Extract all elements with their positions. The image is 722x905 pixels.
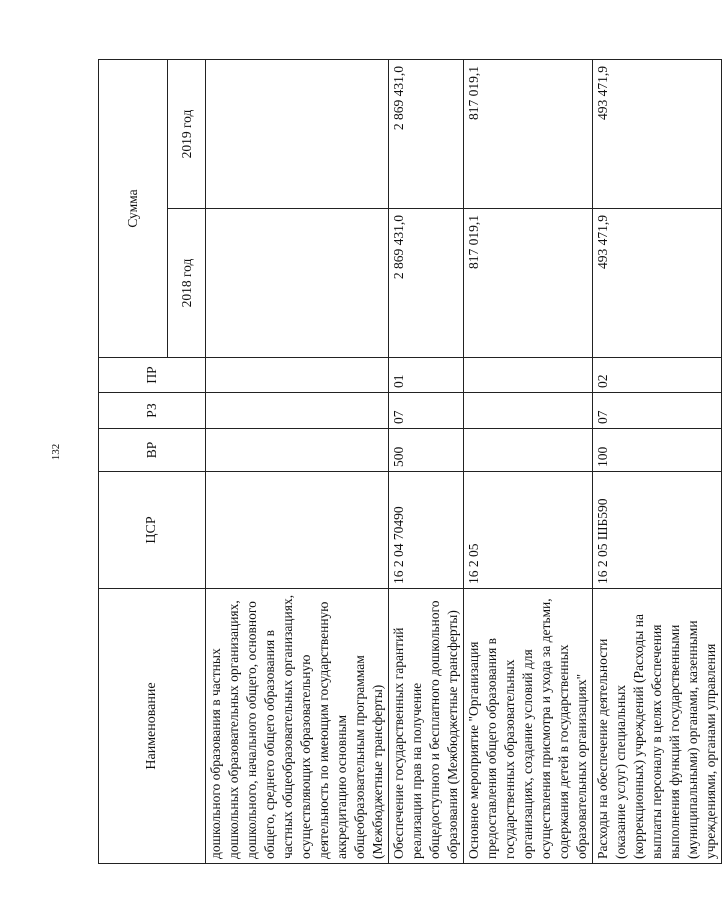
row-sum-2018: 2 869 431,0: [389, 209, 464, 358]
row-name: Основное мероприятие "Организация предоставления общего образования в государственных образовательных организациях, создание условий для осуществления присмотра и ухода за детьми, содержания детей в государственных образовательных организациях": [464, 589, 593, 864]
header-csr: ЦСР: [99, 472, 206, 589]
header-sum: Сумма: [99, 59, 168, 357]
table-row: [389, 59, 464, 863]
row-rz: [464, 393, 593, 429]
budget-table-area: [98, 60, 718, 864]
row-name: Расходы на обеспечение деятельности (оказание услуг) специальных (коррекционных) учреждений (Расходы на выплаты персоналу в целях обеспечения выполнения функций государственными (муниципальными) органами, казенными учреждениями, органами управления: [593, 589, 722, 864]
row-sum-2019: [206, 59, 389, 208]
row-sum-2018: 817 019,1: [464, 209, 593, 358]
row-pr: 02: [593, 358, 722, 393]
header-vr: ВР: [99, 429, 206, 472]
table-row: [593, 59, 722, 863]
row-sum-2018: [206, 209, 389, 358]
row-csr: 16 2 04 70490: [389, 472, 464, 589]
row-pr: 01: [389, 358, 464, 393]
header-pr: ПР: [99, 358, 206, 393]
table-row: [464, 59, 593, 863]
row-rz: 07: [389, 393, 464, 429]
row-csr: [206, 472, 389, 589]
row-sum-2019: 2 869 431,0: [389, 59, 464, 208]
row-rz: 07: [593, 393, 722, 429]
row-vr: [206, 429, 389, 472]
header-rz: РЗ: [99, 393, 206, 429]
row-rz: [206, 393, 389, 429]
budget-table: [98, 59, 722, 864]
header-row: [99, 59, 168, 863]
row-vr: 100: [593, 429, 722, 472]
header-year-2019: 2019 год: [168, 59, 206, 208]
row-csr: 16 2 05: [464, 472, 593, 589]
header-year-2018: 2018 год: [168, 209, 206, 358]
row-vr: [464, 429, 593, 472]
row-name: дошкольного образования в частных дошкольных образовательных организациях, дошкольного, начального общего, основного общего, среднего общего образования в частных общеобразовательных организациях, осуществляющих образовательную деятельность по имеющим государственную аккредитацию основным общеобразовательным программам (Межбюджетные трансферты): [206, 589, 389, 864]
row-pr: [206, 358, 389, 393]
row-sum-2018: 493 471,9: [593, 209, 722, 358]
row-name: Обеспечение государственных гарантий реализации прав на получение общедоступного и бесплатного дошкольного образования (Межбюджетные трансферты): [389, 589, 464, 864]
row-sum-2019: 817 019,1: [464, 59, 593, 208]
header-name: Наименование: [99, 589, 206, 864]
row-csr: 16 2 05 ШБ590: [593, 472, 722, 589]
row-sum-2019: 493 471,9: [593, 59, 722, 208]
table-row: [206, 59, 389, 863]
rotated-table-wrapper: [98, 60, 718, 864]
row-vr: 500: [389, 429, 464, 472]
row-pr: [464, 358, 593, 393]
page-number: 132: [50, 443, 62, 461]
